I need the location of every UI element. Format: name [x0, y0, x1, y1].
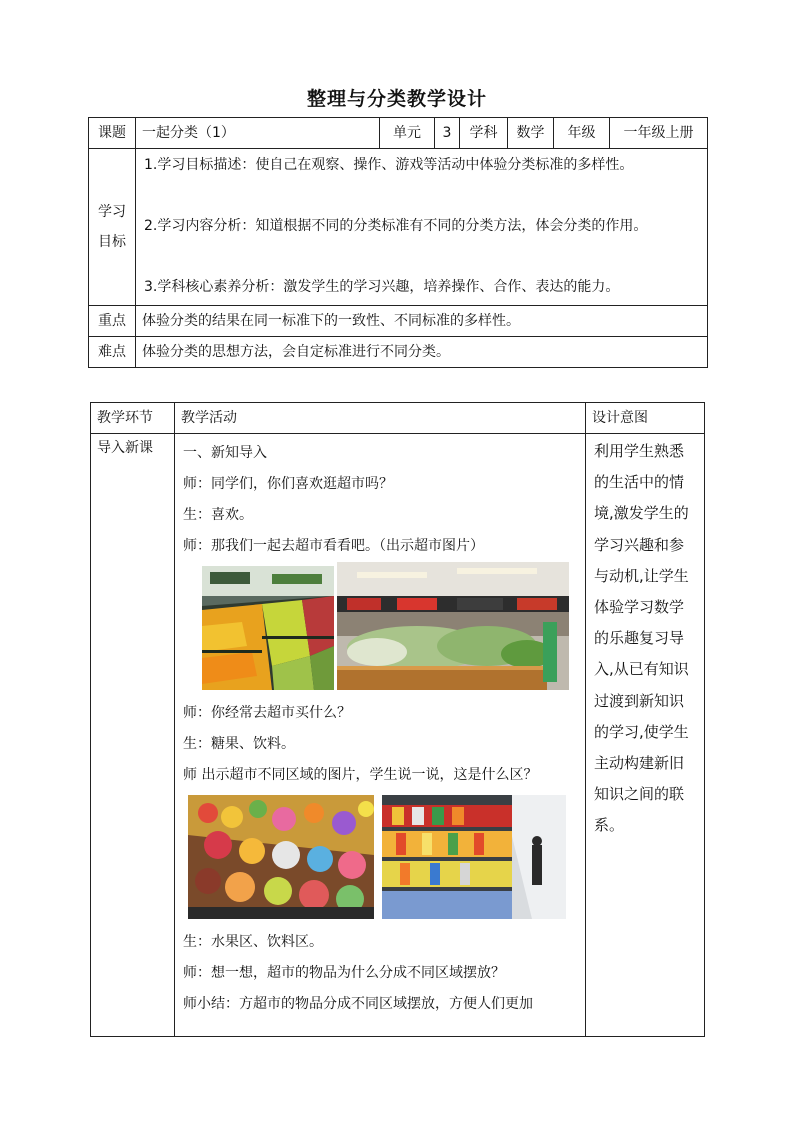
intent-header: 设计意图 — [586, 403, 705, 434]
key-point-value: 体验分类的结果在同一标准下的一致性、不同标准的多样性。 — [136, 306, 708, 337]
activity-header: 教学活动 — [175, 403, 586, 434]
unit-label: 单元 — [380, 118, 435, 149]
key-point-label: 重点 — [89, 306, 136, 337]
topic-value: 一起分类（1） — [136, 118, 380, 149]
goals-label — [89, 149, 136, 306]
goals-content — [136, 149, 708, 306]
activity-line: 生：糖果、饮料。 — [183, 736, 295, 752]
grade-label: 年级 — [554, 118, 610, 149]
intent-line: 系。 — [594, 816, 625, 835]
fruit-shelves-photo — [202, 566, 334, 690]
activity-line: 师：你经常去超市买什么？ — [183, 705, 351, 721]
intent-line: 体验学习数学 — [594, 598, 685, 617]
activity-line: 师 出示超市不同区域的图片，学生说一说，这是什么区？ — [183, 767, 538, 783]
intent-line: 的生活中的情 — [594, 473, 685, 492]
subject-value: 数学 — [508, 118, 554, 149]
supermarket-photos-2 — [183, 791, 585, 927]
intent-line: 入,从已有知识 — [594, 660, 689, 679]
candy-bins-photo — [188, 795, 374, 919]
intent-line: 过渡到新知识 — [594, 691, 685, 710]
vegetable-aisle-photo — [337, 562, 569, 690]
goal-item: 3.学科核心素养分析：激发学生的学习兴趣，培养操作、合作、表达的能力。 — [144, 279, 620, 295]
intent-cell — [586, 434, 705, 1037]
drink-aisle-photo — [382, 795, 566, 919]
intent-line: 的学习,使学生 — [594, 722, 689, 741]
difficulty-value: 体验分类的思想方法，会自定标准进行不同分类。 — [136, 337, 708, 368]
difficulty-label: 难点 — [89, 337, 136, 368]
stage-name: 导入新课 — [97, 440, 153, 456]
lesson-info-table — [88, 117, 708, 368]
activity-cell — [175, 434, 586, 1037]
goal-item: 2.学习内容分析：知道根据不同的分类标准有不同的分类方法，体会分类的作用。 — [144, 218, 648, 234]
stage-header: 教学环节 — [91, 403, 175, 434]
supermarket-photos-1 — [183, 562, 585, 698]
intent-line: 与动机,让学生 — [594, 566, 689, 585]
page-title: 整理与分类教学设计 — [306, 88, 487, 110]
intent-line: 的乐趣复习导 — [594, 629, 685, 648]
goals-label-line2: 目标 — [98, 234, 126, 250]
intent-line: 学习兴趣和参 — [594, 535, 685, 554]
activity-line: 生：喜欢。 — [183, 507, 253, 523]
activity-line: 师小结：方超市的物品分成不同区域摆放，方便人们更加 — [183, 996, 533, 1012]
intent-line: 境,激发学生的 — [594, 504, 689, 523]
subject-label: 学科 — [460, 118, 508, 149]
intent-line: 主动构建新旧 — [594, 754, 685, 773]
goal-item: 1.学习目标描述：使自己在观察、操作、游戏等活动中体验分类标准的多样性。 — [144, 157, 634, 173]
stage-cell — [91, 434, 175, 1037]
intent-line: 利用学生熟悉 — [594, 442, 685, 460]
teaching-process-table — [90, 402, 705, 1037]
goals-label-line1: 学习 — [98, 204, 126, 220]
activity-line: 一、新知导入 — [183, 445, 267, 461]
unit-value: 3 — [435, 118, 460, 149]
activity-line: 生：水果区、饮料区。 — [183, 934, 323, 950]
activity-line: 师：那我们一起去超市看看吧。（出示超市图片） — [183, 538, 484, 554]
intent-line: 知识之间的联 — [594, 785, 685, 804]
activity-line: 师：想一想，超市的物品为什么分成不同区域摆放？ — [183, 965, 505, 981]
topic-label: 课题 — [89, 118, 136, 149]
grade-value: 一年级上册 — [610, 118, 708, 149]
activity-line: 师：同学们，你们喜欢逛超市吗？ — [183, 476, 393, 492]
